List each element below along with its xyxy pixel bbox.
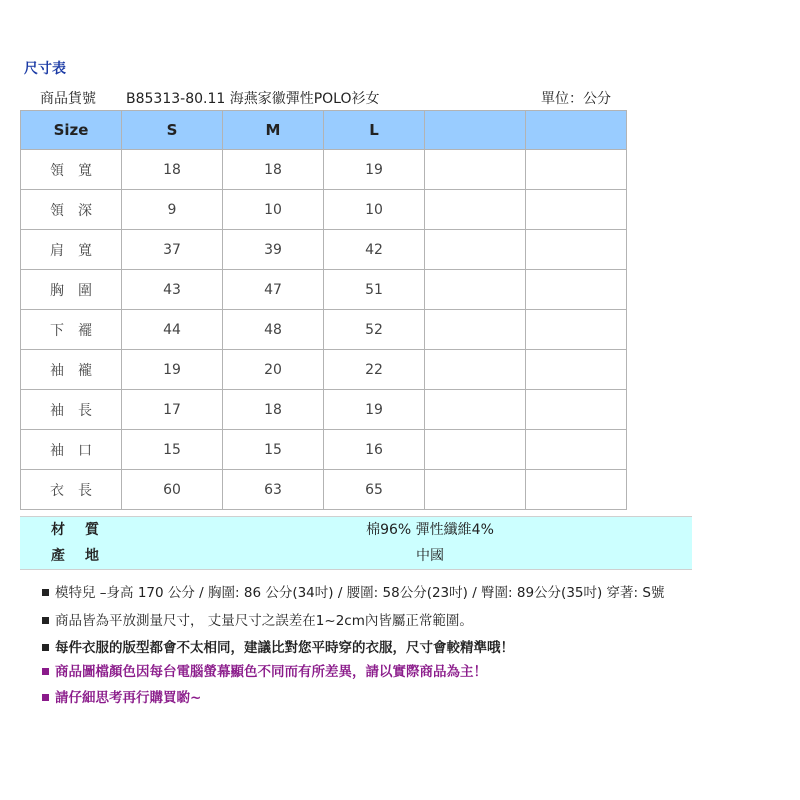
table-cell: 19 [122, 350, 223, 390]
page-title: 尺寸表 [24, 61, 66, 77]
table-cell [526, 230, 627, 270]
table-cell: 52 [324, 310, 425, 350]
table-cell [526, 470, 627, 510]
material-label-2: 質 [85, 522, 99, 538]
table-cell: 43 [122, 270, 223, 310]
row-label-char-1: 領 [50, 162, 64, 179]
table-cell: 10 [223, 190, 324, 230]
table-cell [425, 230, 526, 270]
note-text: 每件衣服的版型都會不太相同，建議比對您平時穿的衣服，尺寸會較精準哦！ [55, 640, 514, 656]
table-cell: 63 [223, 470, 324, 510]
unit-label: 單位：公分 [541, 91, 611, 107]
row-label [21, 230, 122, 270]
table-cell: 42 [324, 230, 425, 270]
note-text: 模特兒 –身高 170 公分 / 胸圍: 86 公分(34吋) / 腰圍: 58公分(23吋) / 臀圍: 89公分(35吋) 穿著: S號 [55, 585, 665, 601]
table-row [21, 350, 627, 390]
material-value: 棉96% 彈性纖維4% [366, 522, 494, 538]
table-cell: 17 [122, 390, 223, 430]
bullet-icon [42, 644, 49, 651]
table-cell: 22 [324, 350, 425, 390]
table-cell [425, 430, 526, 470]
table-cell [425, 470, 526, 510]
note-color [42, 660, 487, 680]
table-cell [425, 190, 526, 230]
row-label-char-1: 袖 [50, 362, 64, 379]
table-cell [526, 310, 627, 350]
row-label-char-2: 襱 [78, 362, 92, 379]
row-label [21, 470, 122, 510]
table-cell: 18 [223, 390, 324, 430]
note-text: 商品圖檔顏色因每台電腦螢幕顯色不同而有所差異，請以實際商品為主！ [55, 664, 487, 680]
note-text: 請仔細思考再行購買喲~ [55, 690, 202, 706]
row-label-char-1: 袖 [50, 442, 64, 459]
origin-row [20, 545, 692, 569]
row-label-char-2: 圍 [78, 282, 92, 299]
note-text: 商品皆為平放測量尺寸， 丈量尺寸之誤差在1~2cm內皆屬正常範圍。 [55, 613, 473, 629]
header-cell: S [122, 111, 223, 150]
table-cell: 65 [324, 470, 425, 510]
table-header-row [21, 111, 627, 150]
table-cell [425, 150, 526, 190]
table-cell [526, 270, 627, 310]
bullet-icon [42, 694, 49, 701]
table-cell: 16 [324, 430, 425, 470]
table-cell: 47 [223, 270, 324, 310]
table-cell [425, 310, 526, 350]
header-cell: M [223, 111, 324, 150]
header-cell [425, 111, 526, 150]
note-measure [42, 609, 473, 629]
origin-value: 中國 [416, 548, 444, 564]
table-cell: 18 [122, 150, 223, 190]
note-model [42, 581, 664, 601]
row-label-char-2: 寬 [78, 242, 92, 259]
note-think [42, 686, 201, 706]
row-label-char-1: 袖 [50, 402, 64, 419]
table-cell: 10 [324, 190, 425, 230]
table-row [21, 310, 627, 350]
table-row [21, 230, 627, 270]
row-label [21, 190, 122, 230]
table-cell [526, 150, 627, 190]
row-label [21, 350, 122, 390]
material-origin-panel [20, 516, 692, 570]
material-label-1: 材 [51, 522, 65, 538]
row-label-char-1: 領 [50, 202, 64, 219]
table-row [21, 270, 627, 310]
bullet-icon [42, 589, 49, 596]
row-label-char-1: 肩 [50, 242, 64, 259]
product-code-label: 商品貨號 [40, 91, 96, 107]
header-cell: Size [21, 111, 122, 150]
table-row [21, 150, 627, 190]
row-label [21, 430, 122, 470]
row-label-char-1: 衣 [50, 482, 64, 499]
origin-label-2: 地 [85, 548, 99, 564]
table-cell: 37 [122, 230, 223, 270]
table-cell [526, 350, 627, 390]
bullet-icon [42, 668, 49, 675]
row-label-char-2: 長 [78, 482, 92, 499]
table-row [21, 470, 627, 510]
row-label-char-2: 深 [78, 202, 92, 219]
table-cell [425, 270, 526, 310]
table-cell: 60 [122, 470, 223, 510]
table-cell: 39 [223, 230, 324, 270]
origin-label-1: 產 [51, 548, 65, 564]
table-cell [526, 190, 627, 230]
table-cell: 15 [122, 430, 223, 470]
row-label [21, 310, 122, 350]
header-cell [526, 111, 627, 150]
table-cell: 51 [324, 270, 425, 310]
table-cell: 15 [223, 430, 324, 470]
row-label-char-1: 胸 [50, 282, 64, 299]
table-cell: 9 [122, 190, 223, 230]
table-cell: 44 [122, 310, 223, 350]
row-label-char-2: 口 [78, 442, 92, 459]
header-cell: L [324, 111, 425, 150]
bullet-icon [42, 617, 49, 624]
table-cell [425, 350, 526, 390]
table-row [21, 430, 627, 470]
table-cell [425, 390, 526, 430]
table-row [21, 390, 627, 430]
table-cell: 19 [324, 390, 425, 430]
row-label [21, 390, 122, 430]
note-fit [42, 636, 514, 656]
table-cell [526, 390, 627, 430]
row-label-char-2: 襬 [78, 322, 92, 339]
table-cell: 20 [223, 350, 324, 390]
row-label [21, 270, 122, 310]
row-label-char-1: 下 [50, 322, 64, 339]
row-label-char-2: 寬 [78, 162, 92, 179]
table-cell [526, 430, 627, 470]
size-table [20, 110, 627, 510]
table-cell: 48 [223, 310, 324, 350]
row-label-char-2: 長 [78, 402, 92, 419]
table-cell: 18 [223, 150, 324, 190]
table-row [21, 190, 627, 230]
row-label [21, 150, 122, 190]
material-row [20, 519, 692, 543]
product-code: B85313-80.11 海燕家徽彈性POLO衫女 [126, 91, 380, 107]
table-cell: 19 [324, 150, 425, 190]
